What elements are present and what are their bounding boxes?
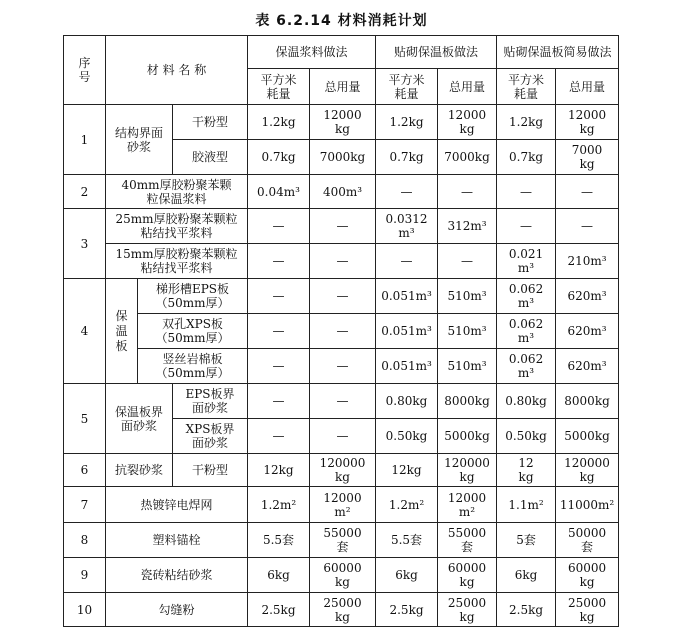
value-cell: —	[248, 314, 310, 349]
material-subtype: 竖丝岩棉板 （50mm厚）	[138, 349, 248, 384]
value-cell: 50000 套	[556, 523, 619, 558]
material-name: 抗裂砂浆	[106, 454, 173, 487]
value-cell: 25000 kg	[438, 593, 497, 627]
value-cell: —	[556, 175, 619, 209]
value-cell: 0.80kg	[497, 384, 556, 419]
material-name: 结构界面 砂浆	[106, 105, 173, 175]
value-cell: 6kg	[376, 558, 438, 593]
value-cell: 5000kg	[556, 419, 619, 454]
value-cell: —	[310, 384, 376, 419]
value-cell: 0.062 m³	[497, 349, 556, 384]
value-cell: 5套	[497, 523, 556, 558]
row-number: 2	[64, 175, 106, 209]
value-cell: 12kg	[376, 454, 438, 487]
value-cell: —	[248, 244, 310, 279]
material-name: 40mm厚胶粉聚苯颗 粒保温浆料	[106, 175, 248, 209]
value-cell: 2.5kg	[248, 593, 310, 627]
value-cell: 0.04m³	[248, 175, 310, 209]
value-cell: —	[310, 349, 376, 384]
value-cell: 11000m²	[556, 487, 619, 523]
value-cell: —	[248, 384, 310, 419]
value-cell: —	[248, 279, 310, 314]
value-cell: —	[310, 419, 376, 454]
material-subtype: 双孔XPS板 （50mm厚）	[138, 314, 248, 349]
value-cell: 55000 套	[438, 523, 497, 558]
material-name: 瓷砖粘结砂浆	[106, 558, 248, 593]
value-cell: 12kg	[248, 454, 310, 487]
value-cell: 0.062 m³	[497, 279, 556, 314]
value-cell: 1.2m²	[248, 487, 310, 523]
value-cell: 12000 m²	[438, 487, 497, 523]
material-name: 保 温 板	[106, 279, 138, 384]
value-cell: 7000kg	[310, 140, 376, 175]
value-cell: 0.062 m³	[497, 314, 556, 349]
header-method-2: 贴砌保温板做法	[376, 36, 497, 69]
value-cell: —	[438, 244, 497, 279]
row-number: 8	[64, 523, 106, 558]
value-cell: 312m³	[438, 209, 497, 244]
material-subtype: EPS板界 面砂浆	[173, 384, 248, 419]
value-cell: —	[376, 175, 438, 209]
value-cell: 2.5kg	[497, 593, 556, 627]
value-cell: —	[310, 314, 376, 349]
value-cell: 120000 kg	[438, 454, 497, 487]
value-cell: 2.5kg	[376, 593, 438, 627]
header-seq: 序 号	[64, 36, 106, 105]
value-cell: 0.051m³	[376, 279, 438, 314]
value-cell: 55000 套	[310, 523, 376, 558]
value-cell: —	[556, 209, 619, 244]
row-number: 1	[64, 105, 106, 175]
value-cell: 510m³	[438, 279, 497, 314]
value-cell: 0.50kg	[376, 419, 438, 454]
material-name: 25mm厚胶粉聚苯颗粒 粘结找平浆料	[106, 209, 248, 244]
value-cell: —	[310, 244, 376, 279]
value-cell: 120000 kg	[310, 454, 376, 487]
value-cell: 0.051m³	[376, 349, 438, 384]
value-cell: —	[248, 349, 310, 384]
value-cell: 60000 kg	[556, 558, 619, 593]
row-number: 9	[64, 558, 106, 593]
header-method-3: 贴砌保温板简易做法	[497, 36, 619, 69]
value-cell: 5000kg	[438, 419, 497, 454]
value-cell: 1.2m²	[376, 487, 438, 523]
value-cell: 1.2kg	[376, 105, 438, 140]
header-method-1: 保温浆料做法	[248, 36, 376, 69]
header-per-sqm: 平方米 耗量	[497, 69, 556, 105]
header-per-sqm: 平方米 耗量	[248, 69, 310, 105]
row-number: 3	[64, 209, 106, 279]
value-cell: 12000 kg	[438, 105, 497, 140]
value-cell: —	[248, 209, 310, 244]
value-cell: 0.80kg	[376, 384, 438, 419]
value-cell: 6kg	[497, 558, 556, 593]
value-cell: 12 kg	[497, 454, 556, 487]
value-cell: 25000 kg	[556, 593, 619, 627]
header-per-sqm: 平方米 耗量	[376, 69, 438, 105]
header-material: 材 料 名 称	[106, 36, 248, 105]
value-cell: 60000 kg	[438, 558, 497, 593]
row-number: 6	[64, 454, 106, 487]
material-subtype: 干粉型	[173, 105, 248, 140]
material-subtype: XPS板界 面砂浆	[173, 419, 248, 454]
value-cell: 620m³	[556, 349, 619, 384]
value-cell: 5.5套	[248, 523, 310, 558]
value-cell: 0.7kg	[497, 140, 556, 175]
value-cell: 510m³	[438, 349, 497, 384]
material-name: 热镀锌电焊网	[106, 487, 248, 523]
row-number: 10	[64, 593, 106, 627]
material-subtype: 胶液型	[173, 140, 248, 175]
material-name: 保温板界 面砂浆	[106, 384, 173, 454]
value-cell: 510m³	[438, 314, 497, 349]
value-cell: 0.0312 m³	[376, 209, 438, 244]
value-cell: 25000 kg	[310, 593, 376, 627]
value-cell: —	[310, 279, 376, 314]
value-cell: 400m³	[310, 175, 376, 209]
material-name: 15mm厚胶粉聚苯颗粒 粘结找平浆料	[106, 244, 248, 279]
value-cell: —	[497, 209, 556, 244]
header-total: 总用量	[310, 69, 376, 105]
value-cell: —	[248, 419, 310, 454]
value-cell: 12000 m²	[310, 487, 376, 523]
value-cell: 620m³	[556, 314, 619, 349]
value-cell: —	[438, 175, 497, 209]
value-cell: 8000kg	[438, 384, 497, 419]
table-title: 表 6.2.14 材料消耗计划	[255, 13, 428, 29]
material-name: 塑料锚栓	[106, 523, 248, 558]
value-cell: 0.021 m³	[497, 244, 556, 279]
header-total: 总用量	[556, 69, 619, 105]
value-cell: 210m³	[556, 244, 619, 279]
row-number: 5	[64, 384, 106, 454]
value-cell: —	[310, 209, 376, 244]
value-cell: 6kg	[248, 558, 310, 593]
value-cell: 12000 kg	[310, 105, 376, 140]
value-cell: 7000kg	[438, 140, 497, 175]
material-subtype: 梯形槽EPS板 （50mm厚）	[138, 279, 248, 314]
value-cell: 8000kg	[556, 384, 619, 419]
material-name: 勾缝粉	[106, 593, 248, 627]
material-subtype: 干粉型	[173, 454, 248, 487]
row-number: 4	[64, 279, 106, 384]
value-cell: 12000 kg	[556, 105, 619, 140]
value-cell: —	[376, 244, 438, 279]
value-cell: 0.051m³	[376, 314, 438, 349]
value-cell: 1.2kg	[497, 105, 556, 140]
value-cell: 0.50kg	[497, 419, 556, 454]
value-cell: 5.5套	[376, 523, 438, 558]
header-total: 总用量	[438, 69, 497, 105]
value-cell: 1.1m²	[497, 487, 556, 523]
value-cell: —	[497, 175, 556, 209]
value-cell: 0.7kg	[248, 140, 310, 175]
value-cell: 120000 kg	[556, 454, 619, 487]
value-cell: 7000 kg	[556, 140, 619, 175]
value-cell: 1.2kg	[248, 105, 310, 140]
value-cell: 60000 kg	[310, 558, 376, 593]
material-consumption-table	[63, 35, 619, 627]
value-cell: 0.7kg	[376, 140, 438, 175]
row-number: 7	[64, 487, 106, 523]
value-cell: 620m³	[556, 279, 619, 314]
